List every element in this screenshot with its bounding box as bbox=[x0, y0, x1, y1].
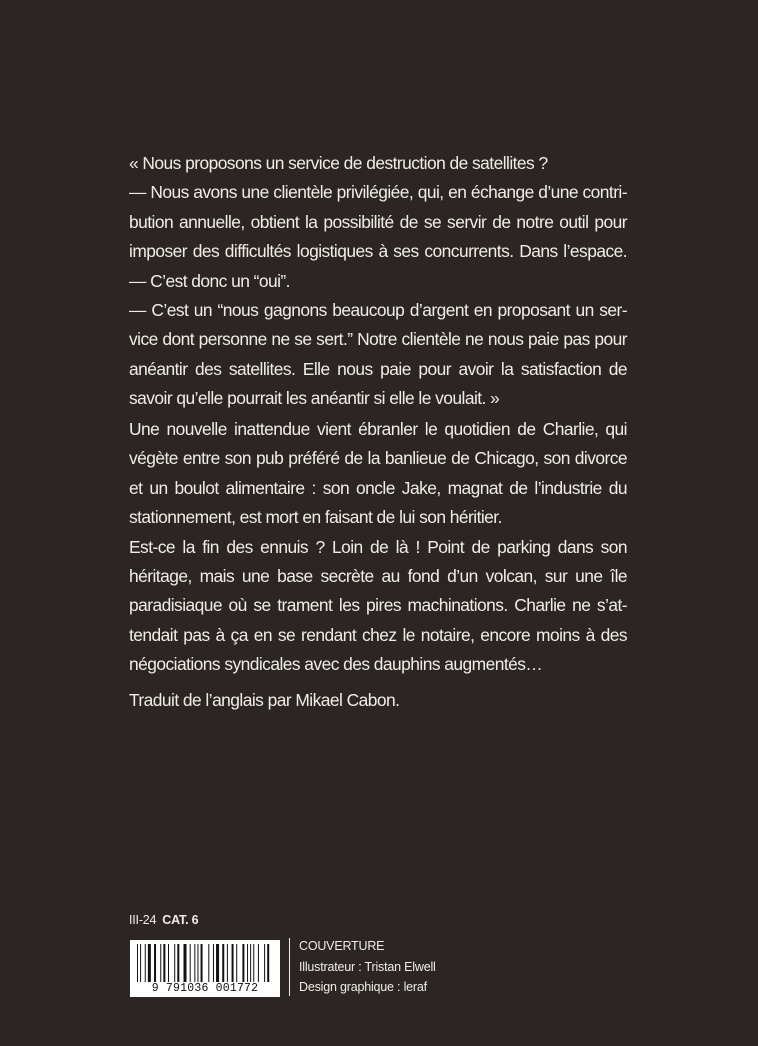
quote-line: vice dont personne ne se sert.” Notre clientèle ne nous paie pas pour bbox=[129, 329, 627, 350]
cover-credits bbox=[299, 936, 436, 998]
barcode-bar bbox=[163, 944, 165, 984]
credits-heading: COUVERTURE bbox=[299, 939, 385, 953]
barcode-bar bbox=[242, 944, 244, 984]
quote-line: — C’est donc un “oui”. bbox=[129, 270, 290, 291]
summary-line: héritage, mais une base secrète au fond d’un volcan, sur une île bbox=[129, 565, 627, 586]
summary-line: Une nouvelle inattendue vient ébranler le quotidien de Charlie, qui bbox=[129, 419, 627, 439]
barcode-bar bbox=[148, 944, 151, 984]
barcode-bar bbox=[145, 944, 146, 984]
summary-line: tendait pas à ça en se rendant chez le notaire, encore moins à des bbox=[129, 624, 627, 645]
summary-line: stationnement, est mort en faisant de lui son héritier. bbox=[129, 507, 502, 528]
quote-line: imposer des difficultés logistiques à ses concurrents. Dans l’espace. bbox=[129, 241, 627, 262]
barcode-bar bbox=[247, 944, 248, 984]
barcode-bar bbox=[154, 944, 156, 984]
barcode-bar bbox=[184, 944, 187, 984]
barcode-bar bbox=[190, 944, 191, 984]
barcode-bar bbox=[227, 944, 228, 984]
quote-line: bution annuelle, obtient la possibilité de se servir de notre outil pour bbox=[129, 211, 627, 232]
barcode-bar bbox=[216, 944, 219, 984]
design-credit: Design graphique : leraf bbox=[299, 980, 427, 994]
credits-divider bbox=[289, 938, 290, 996]
quote-line: « Nous proposons un service de destruction de satellites ? bbox=[129, 153, 548, 173]
barcode-bar bbox=[177, 944, 179, 984]
barcode-bar bbox=[253, 944, 254, 984]
barcode-bar bbox=[264, 944, 265, 984]
summary-line: négociations syndicales avec des dauphins augmentés… bbox=[129, 654, 543, 675]
summary-line: Est-ce la fin des ennuis ? Loin de là ! Point de parking dans son bbox=[129, 536, 627, 557]
translation-line: Traduit de l’anglais par Mikael Cabon. bbox=[129, 690, 400, 710]
quote-line: — Nous avons une clientèle privilégiée, qui, en échange d’une contri- bbox=[129, 182, 627, 203]
barcode-bar bbox=[232, 944, 234, 984]
book-summary bbox=[129, 415, 627, 680]
barcode-bar bbox=[201, 944, 203, 984]
isbn-barcode bbox=[130, 940, 280, 997]
quote-line: — C’est un “nous gagnons beaucoup d’argent en proposant un ser- bbox=[129, 299, 627, 320]
barcode-bar bbox=[168, 944, 169, 984]
summary-line: et un boulot alimentaire : son oncle Jake, magnat de l’industrie du bbox=[129, 477, 627, 498]
isbn-digits: 9 791036 001772 bbox=[131, 982, 279, 995]
barcode-bar bbox=[222, 944, 224, 984]
back-cover-quote bbox=[129, 149, 627, 414]
barcode-bar bbox=[174, 944, 175, 984]
barcode-bar bbox=[194, 944, 195, 984]
barcode-bar bbox=[236, 944, 237, 984]
barcode-bar bbox=[197, 944, 198, 984]
barcode-bar bbox=[213, 944, 214, 984]
translation-credit bbox=[129, 686, 627, 715]
summary-line: végète entre son pub préféré de la banlieue de Chicago, son divorce bbox=[129, 448, 627, 469]
illustrator-credit: Illustrateur : Tristan Elwell bbox=[299, 959, 436, 974]
catalog-codes bbox=[129, 913, 198, 927]
barcode-bar bbox=[267, 944, 269, 984]
barcode-bar bbox=[258, 944, 259, 984]
summary-line: paradisiaque où se trament les pires machinations. Charlie ne s’at- bbox=[129, 595, 627, 616]
quote-line: savoir qu’elle pourrait les anéantir si elle le voulait. » bbox=[129, 388, 500, 409]
category-label: CAT. 6 bbox=[162, 913, 199, 927]
quote-line: anéantir des satellites. Elle nous paie pour avoir la satisfaction de bbox=[129, 358, 627, 379]
barcode-bar bbox=[250, 944, 251, 984]
barcode-bar bbox=[208, 944, 209, 984]
series-code: III-24 bbox=[129, 913, 157, 927]
barcode-bar bbox=[160, 944, 161, 984]
